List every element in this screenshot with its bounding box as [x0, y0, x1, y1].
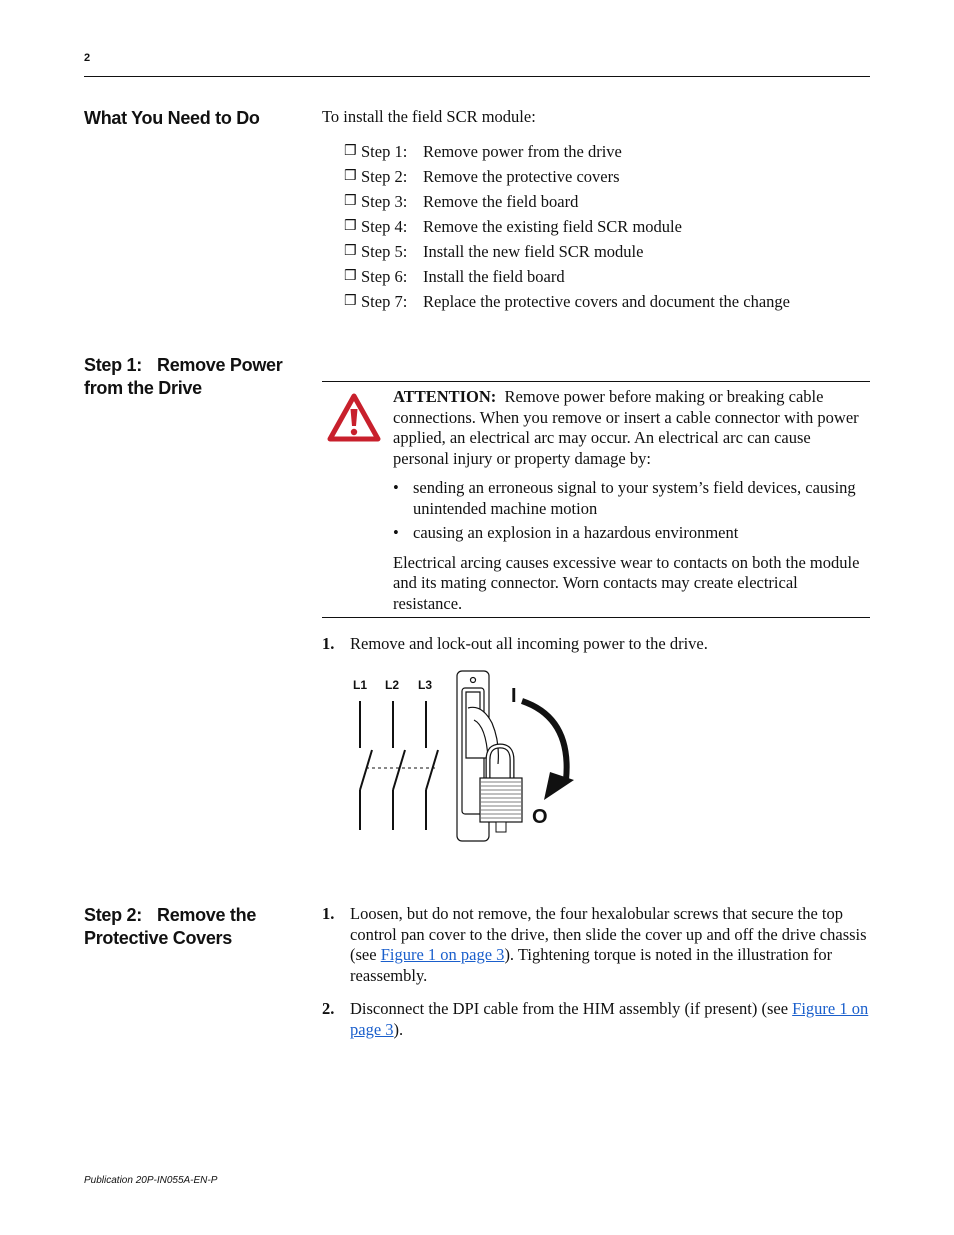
item-number: 2.	[322, 999, 335, 1018]
line-label-l1: L1	[353, 678, 368, 692]
step-text: Install the field board	[423, 267, 565, 286]
checklist-item	[344, 216, 864, 241]
heading-text: Remove Power	[157, 355, 283, 375]
attention-paragraph	[393, 387, 868, 469]
step-label: Step 3:	[361, 192, 408, 211]
attention-text	[393, 387, 868, 623]
checkbox-icon: ❒	[344, 193, 357, 209]
item-text	[350, 999, 870, 1040]
bullet-item: • causing an explosion in a hazardous environment	[393, 523, 868, 544]
page-number: 2	[84, 52, 91, 64]
step-label: Step 4:	[361, 217, 408, 236]
lockout-switch-figure	[340, 668, 590, 848]
section-heading-step2	[84, 904, 299, 950]
step-text: Remove the field board	[423, 192, 579, 211]
disconnect-switch-lines	[360, 701, 438, 830]
step-label: Step 1:	[361, 142, 408, 161]
checkbox-icon: ❒	[344, 218, 357, 234]
checklist-item	[344, 166, 864, 191]
warning-triangle-icon	[327, 393, 381, 443]
step-text: Install the new field SCR module	[423, 242, 644, 261]
attention-box	[322, 381, 870, 618]
attention-closing: Electrical arcing causes excessive wear to contacts on both the module and its mating connector. Worn contacts may create electrical resistance.	[393, 552, 860, 613]
instruction-item	[322, 999, 870, 1040]
rotate-arrow-icon	[522, 701, 574, 800]
item-text-part: Disconnect the DPI cable from the HIM assembly (if present) (see	[350, 999, 793, 1018]
item-number: 1.	[322, 634, 335, 653]
padlock-icon	[480, 746, 522, 832]
checkbox-icon: ❒	[344, 168, 357, 184]
step-checklist	[344, 141, 864, 316]
step-label: Step 5:	[361, 242, 408, 261]
heading-step-label: Step 1:	[84, 355, 142, 375]
checklist-item	[344, 291, 864, 316]
line-label-l3: L3	[418, 678, 433, 692]
checklist-item	[344, 141, 864, 166]
checkbox-icon: ❒	[344, 268, 357, 284]
section-heading-step1	[84, 354, 299, 400]
checkbox-icon: ❒	[344, 293, 357, 309]
instruction-item	[322, 634, 870, 655]
item-text	[350, 904, 870, 986]
step-text: Remove the protective covers	[423, 167, 620, 186]
attention-bullets	[393, 478, 868, 544]
checkbox-icon: ❒	[344, 143, 357, 159]
step-text: Remove power from the drive	[423, 142, 622, 161]
item-number: 1.	[322, 904, 335, 923]
step-label: Step 2:	[361, 167, 408, 186]
heading-step-label: Step 2:	[84, 905, 142, 925]
checklist-item	[344, 191, 864, 216]
checklist-item	[344, 241, 864, 266]
instruction-item	[322, 904, 870, 986]
step-text: Remove the existing field SCR module	[423, 217, 682, 236]
header-rule	[84, 76, 870, 77]
publication-footer: Publication 20P-IN055A-EN-P	[84, 1175, 218, 1186]
item-text-part: ).	[393, 1019, 404, 1039]
attention-body: Remove power before making or breaking cable connections. When you remove or insert a cable connector with power applied, an electrical arc may occur. An electrical arc can cause personal injury or property damage by:	[393, 387, 859, 468]
checklist-item	[344, 266, 864, 291]
item-text-part: ). Tightening torque is noted in the illustration for reassembly.	[350, 945, 833, 985]
bullet-item: • sending an erroneous signal to your system’s field devices, causing unintended machine motion	[393, 478, 868, 519]
heading-text: What You Need to Do	[84, 108, 260, 128]
line-label-l2: L2	[385, 678, 400, 692]
step-label: Step 7:	[361, 292, 408, 311]
checkbox-icon: ❒	[344, 243, 357, 259]
section-heading-what-you-need	[84, 107, 299, 130]
figure-1-link[interactable]: Figure 1 on page 3	[380, 945, 505, 964]
figure-1-link[interactable]: Figure 1 on page 3	[350, 999, 869, 1039]
intro-text: To install the field SCR module:	[322, 107, 536, 126]
heading-text: Protective Covers	[84, 928, 232, 948]
item-text-part: Loosen, but do not remove, the four hexalobular screws that secure the top control pan cover to the drive, then slide the cover up and off the drive chassis (see	[350, 904, 867, 964]
step-label: Step 6:	[361, 267, 408, 286]
step-text: Replace the protective covers and document the change	[423, 292, 790, 311]
item-text: Remove and lock-out all incoming power to the drive.	[350, 634, 708, 653]
attention-label: ATTENTION:	[393, 387, 497, 406]
on-position-label: I	[511, 685, 517, 707]
heading-text: Remove the	[157, 905, 257, 925]
off-position-label: O	[532, 806, 548, 828]
heading-text: from the Drive	[84, 378, 202, 398]
